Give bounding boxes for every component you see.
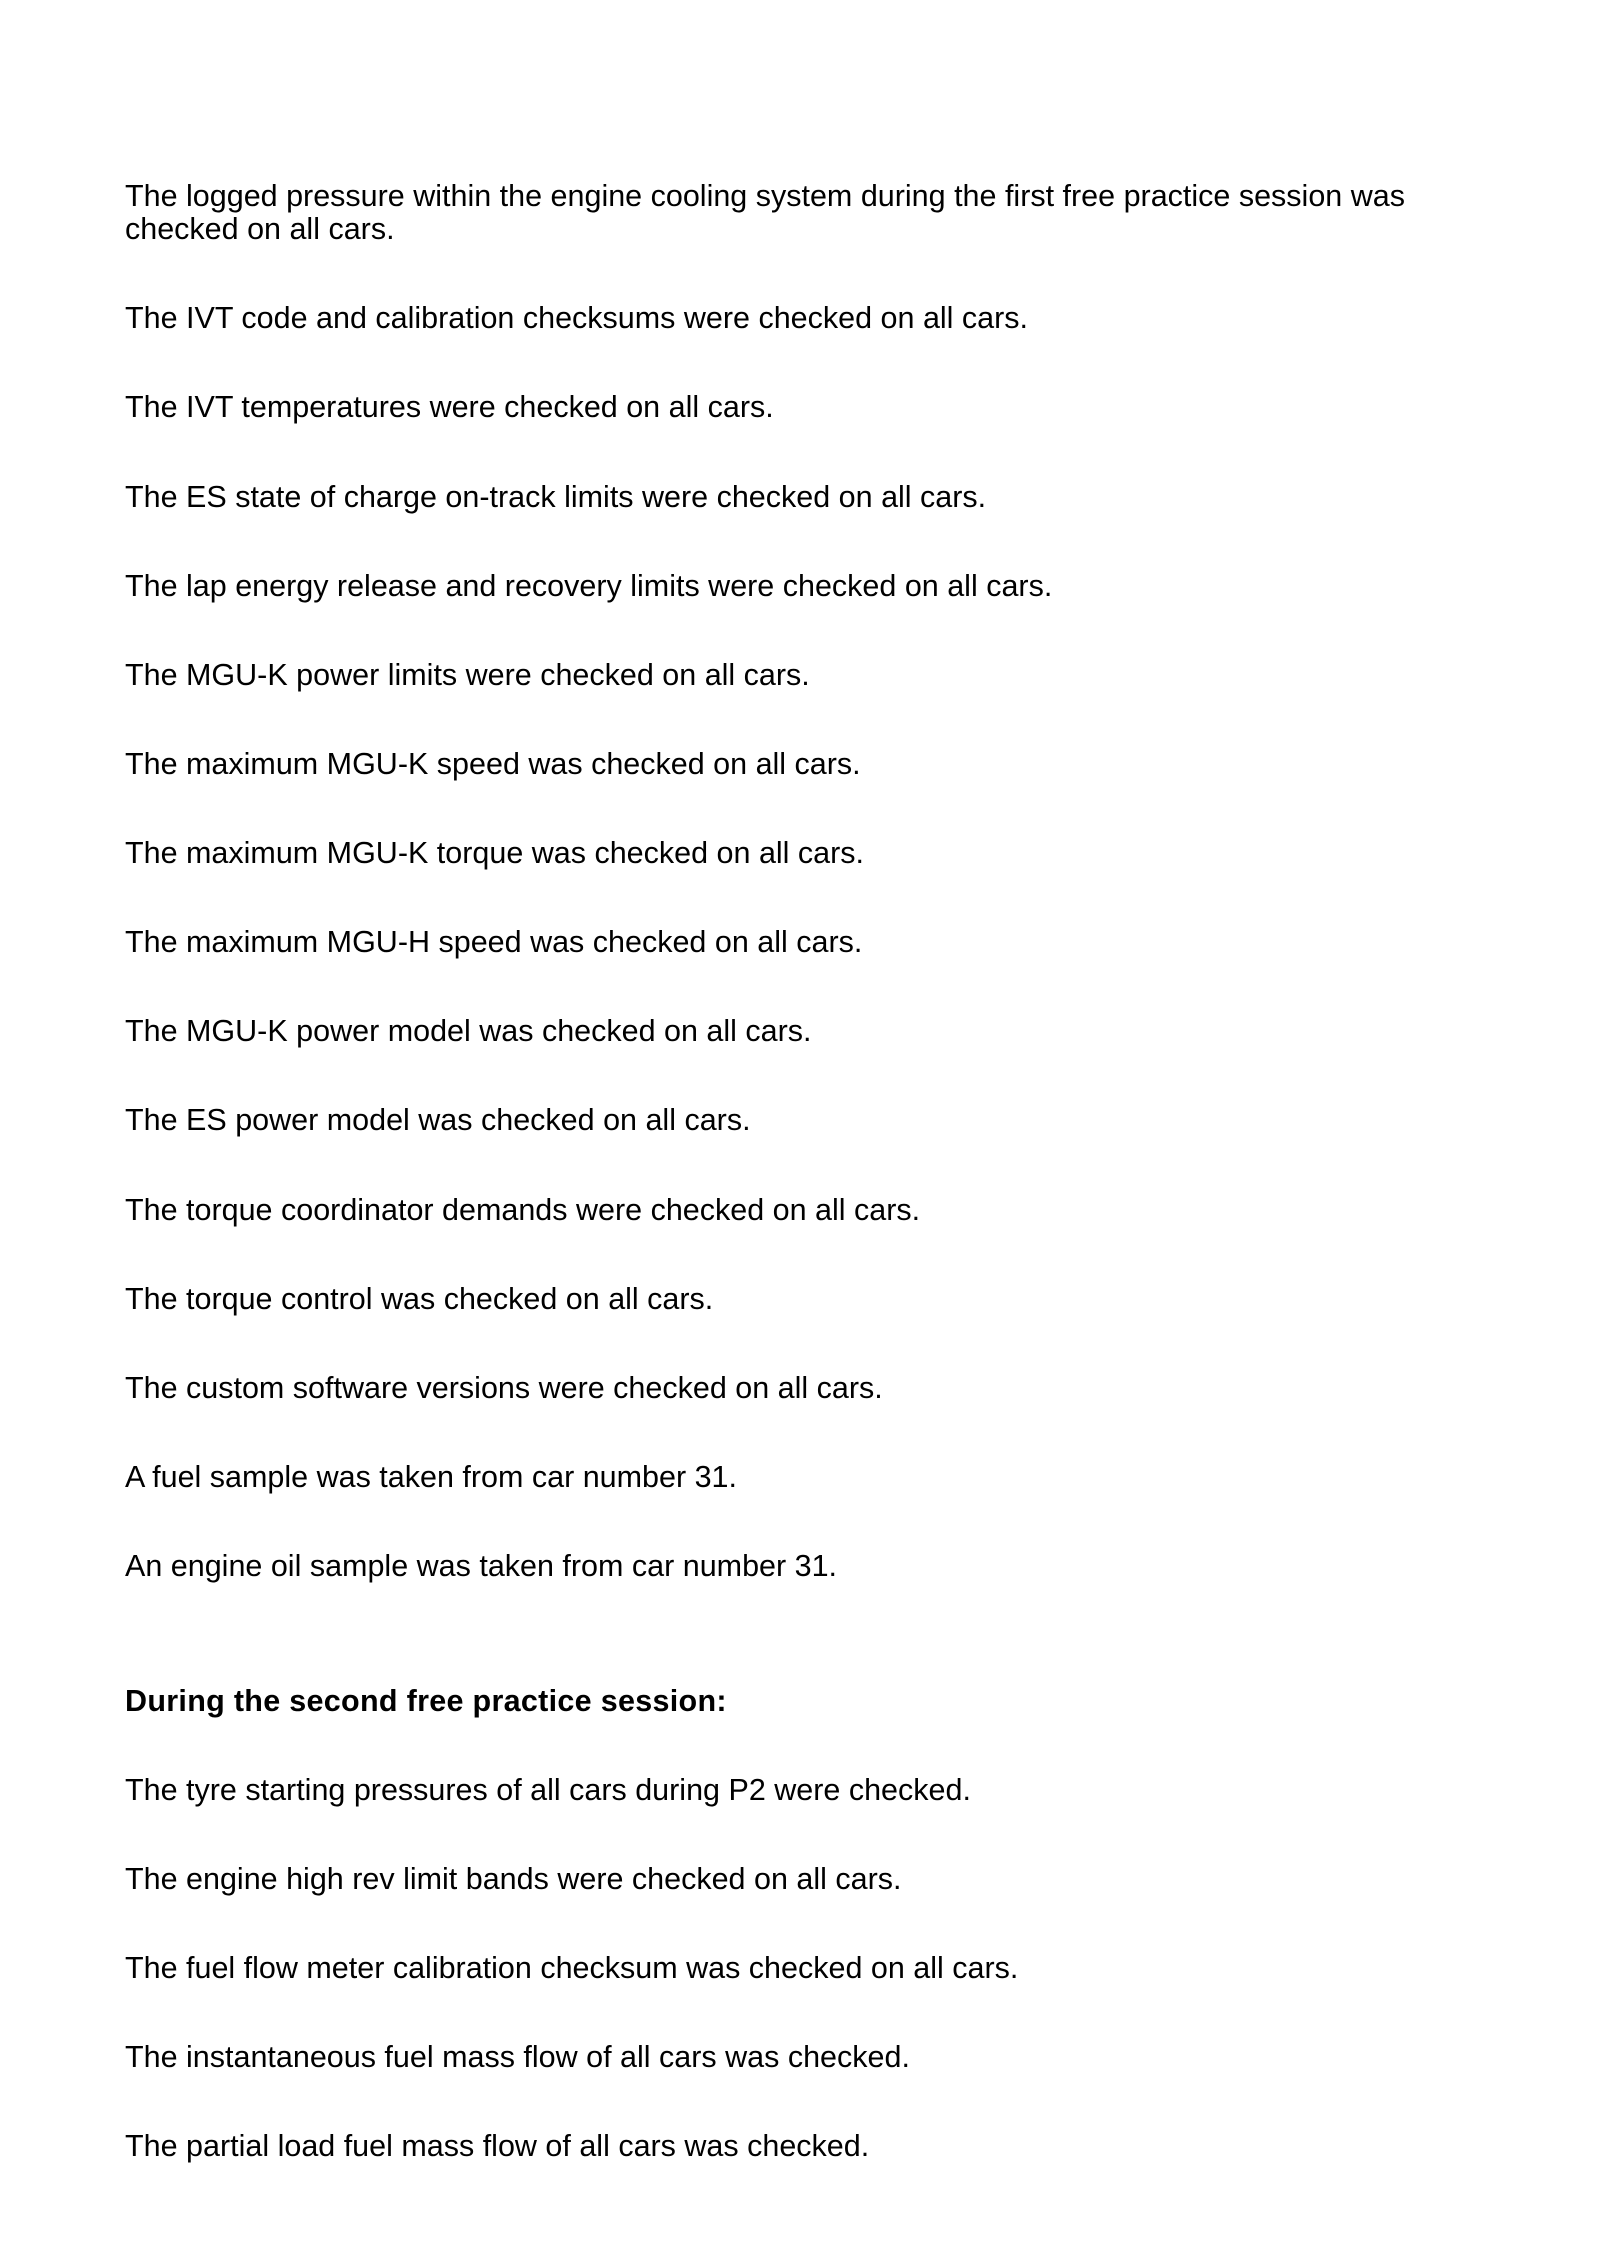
paragraph-mguk-power-limits: The MGU-K power limits were checked on all cars. — [125, 658, 810, 692]
paragraph-oil-sample: An engine oil sample was taken from car number 31. — [125, 1549, 838, 1583]
paragraph-ivt-checksums: The IVT code and calibration checksums were checked on all cars. — [125, 301, 1029, 335]
paragraph-lap-energy-limits: The lap energy release and recovery limits were checked on all cars. — [125, 569, 1053, 603]
paragraph-mguh-speed: The maximum MGU-H speed was checked on all cars. — [125, 925, 863, 959]
section-heading-second-practice: During the second free practice session: — [125, 1684, 727, 1718]
paragraph-instantaneous-fuel-flow: The instantaneous fuel mass flow of all cars was checked. — [125, 2040, 910, 2074]
paragraph-software-versions: The custom software versions were checked on all cars. — [125, 1371, 883, 1405]
paragraph-torque-coordinator: The torque coordinator demands were checked on all cars. — [125, 1193, 921, 1227]
paragraph-ivt-temperatures: The IVT temperatures were checked on all cars. — [125, 390, 774, 424]
paragraph-mguk-torque: The maximum MGU-K torque was checked on all cars. — [125, 836, 865, 870]
paragraph-partial-load-fuel-flow: The partial load fuel mass flow of all cars was checked. — [125, 2129, 870, 2163]
paragraph-es-state-of-charge: The ES state of charge on-track limits were checked on all cars. — [125, 480, 987, 514]
paragraph-es-power-model: The ES power model was checked on all cars. — [125, 1103, 751, 1137]
paragraph-fuel-sample: A fuel sample was taken from car number 31. — [125, 1460, 737, 1494]
paragraph-mguk-speed: The maximum MGU-K speed was checked on all cars. — [125, 747, 861, 781]
paragraph-fuel-flow-checksum: The fuel flow meter calibration checksum was checked on all cars. — [125, 1951, 1019, 1985]
paragraph-torque-control: The torque control was checked on all cars. — [125, 1282, 714, 1316]
paragraph-high-rev-limit: The engine high rev limit bands were checked on all cars. — [125, 1862, 902, 1896]
paragraph-tyre-pressures: The tyre starting pressures of all cars during P2 were checked. — [125, 1773, 971, 1807]
paragraph-mguk-power-model: The MGU-K power model was checked on all cars. — [125, 1014, 812, 1048]
paragraph-cooling-pressure: The logged pressure within the engine cooling system during the first free practice session was checked on all cars. — [125, 179, 1405, 246]
